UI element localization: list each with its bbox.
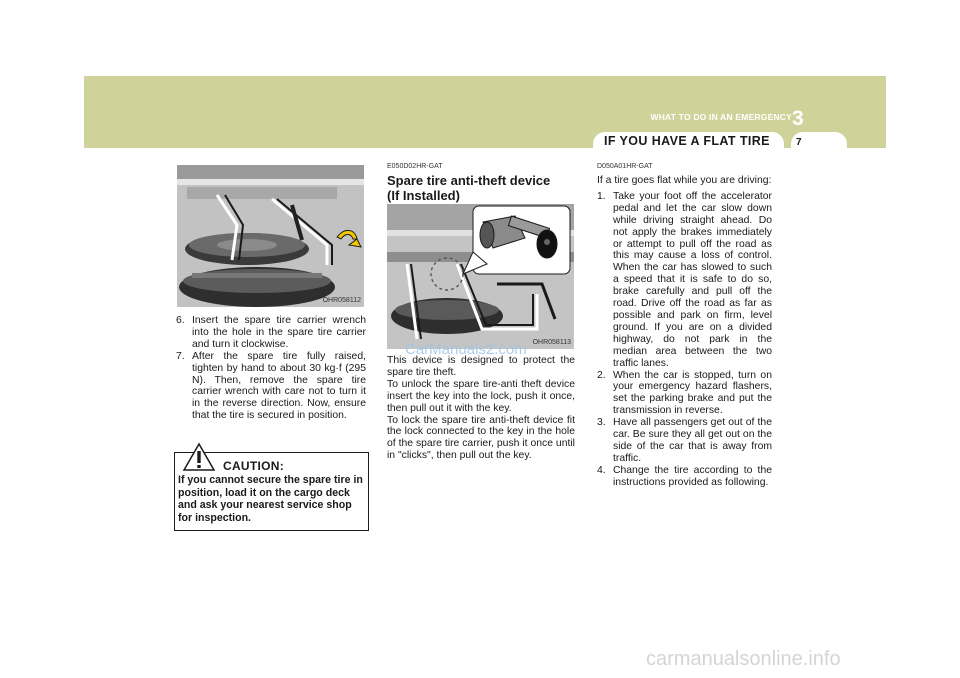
step-number: 1.	[597, 190, 606, 202]
step-number: 6.	[176, 315, 185, 326]
caution-title: CAUTION:	[223, 459, 285, 473]
right-steps-list	[597, 191, 772, 489]
caution-box	[174, 452, 369, 531]
step-text: Insert the spare tire carrier wrench into the hole in the spare tire carrier and turn it clockwise.	[192, 315, 366, 350]
step-number: 2.	[597, 369, 606, 381]
page-number: 7	[796, 137, 802, 148]
step-text: Take your foot off the accelerator pedal and let the car slow down while driving straight ahead. Do not apply the brakes immediately or attempt to pull off the road as this may cause a loss of control. When the car has slowed to such a speed that it is safe to do so, brake carefully and pull off the road. Drive off the road as far as possible and park on firm, level ground. If you are on a divided highway, do not park in the median area between the two traffic lanes.	[613, 190, 772, 369]
middle-column	[387, 163, 575, 203]
list-item	[597, 191, 772, 370]
list-item	[597, 417, 772, 465]
list-item	[176, 351, 366, 422]
section-title: WHAT TO DO IN AN EMERGENCY	[650, 112, 792, 122]
caution-text: If you cannot secure the spare tire in position, load it on the cargo deck and ask your nearest service shop for inspection.	[178, 474, 363, 524]
step-number: 3.	[597, 417, 606, 429]
section-code: E050D02HR-GAT	[387, 163, 443, 170]
warning-icon	[182, 442, 216, 472]
figure-code: OHR058113	[532, 339, 571, 346]
heading-line: Spare tire anti-theft device	[387, 173, 551, 188]
left-steps-list	[176, 315, 366, 422]
step-text: Change the tire according to the instructions provided as following.	[613, 464, 772, 488]
right-column	[597, 163, 772, 489]
spare-tire-carrier-figure	[177, 165, 364, 307]
chapter-number: 3	[792, 107, 804, 130]
section-code: D050A01HR-GAT	[597, 163, 653, 170]
spare-tire-illustration	[177, 165, 364, 307]
paragraph: This device is designed to protect the spare tire theft.	[387, 355, 575, 378]
paragraph: To lock the spare tire anti-theft device fit the lock connected to the key in the hole of the spare tire carrier, push it once until in "clicks", then pull out the key.	[387, 414, 575, 462]
footer-watermark: carmanualsonline.info	[646, 648, 841, 670]
step-text: When the car is stopped, turn on your emergency hazard flashers, set the parking brake and put the transmission in reverse.	[613, 369, 772, 417]
section-heading	[387, 173, 575, 203]
step-number: 4.	[597, 464, 606, 476]
list-item	[597, 370, 772, 418]
intro-text: If a tire goes flat while you are driving:	[597, 175, 772, 186]
list-item	[176, 315, 366, 351]
paragraph: To unlock the spare tire-anti theft device insert the key into the lock, push it once, then pull out it with the key.	[387, 378, 575, 414]
anti-theft-device-figure	[387, 204, 574, 349]
middle-body	[387, 355, 575, 462]
anti-theft-illustration	[387, 204, 574, 349]
step-text: Have all passengers get out of the car. Be sure they all get out on the side of the car that is away from traffic.	[613, 417, 772, 464]
heading-line: (If Installed)	[387, 188, 460, 203]
step-number: 7.	[176, 350, 185, 362]
step-text: After the spare tire fully raised, tighten by hand to about 30 kg·f (295 N). Then, remove the spare tire carrier wrench with care not to turn it in the reverse direction. Now, ensure that the tire is secured in position.	[192, 350, 366, 422]
list-item	[597, 465, 772, 489]
watermark: CarManuals2.com	[405, 341, 527, 358]
page-title: IF YOU HAVE A FLAT TIRE	[604, 134, 770, 148]
figure-code: OHR058112	[322, 297, 361, 304]
